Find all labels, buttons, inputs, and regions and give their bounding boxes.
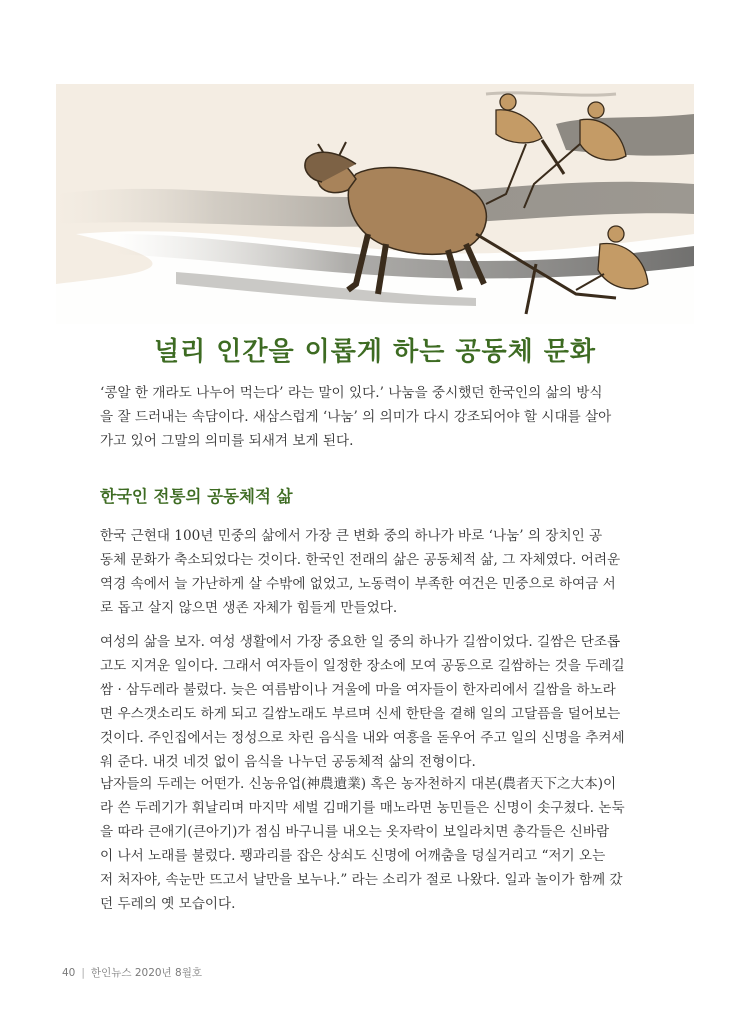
body-line: 라 쓴 두레기가 휘날리며 마지막 세벌 김매기를 매노라면 농민들은 신명이 솟구쳤다. 논둑 [100, 800, 625, 816]
footer-separator: | [81, 967, 85, 979]
body-paragraph-1 [100, 524, 652, 620]
body-line: 던 두레의 옛 모습이다. [100, 896, 236, 912]
page-footer [62, 965, 202, 980]
body-line: 저 처자야, 속눈만 뜨고서 날만을 보누나.” 라는 소리가 절로 나왔다. 일과 놀이가 함께 갔 [100, 872, 623, 888]
intro-line: ‘콩알 한 개라도 나누어 먹는다’ 라는 말이 있다.’ 나눔을 중시했던 한국인의 삶의 방식 [100, 385, 603, 401]
publication-name: 한인뉴스 2020년 8월호 [90, 967, 202, 979]
body-line: 고도 지겨운 일이다. 그래서 여자들이 일정한 장소에 모여 공동으로 길쌈하는 것을 두레길 [100, 658, 625, 674]
article-title: 널리 인간을 이롭게 하는 공동체 문화 [154, 337, 596, 367]
body-line: 남자들의 두레는 어떤가. 신농유업(神農遺業) 혹은 농자천하지 대본(農者天下之大本)이 [100, 776, 617, 792]
hero-illustration [56, 84, 694, 324]
body-line: 쌈 · 삼두레라 불렀다. 늦은 여름밤이나 겨울에 마을 여자들이 한자리에서 길쌈을 하노라 [100, 682, 616, 698]
body-line: 워 준다. 내것 네것 없이 음식을 나누던 공동체적 삶의 전형이다. [100, 754, 476, 770]
intro-line: 가고 있어 그말의 의미를 되새겨 보게 된다. [100, 433, 354, 449]
body-line: 이 나서 노래를 불렀다. 꽹과리를 잡은 상쇠도 신명에 어깨춤을 덩실거리고 “저기 오는 [100, 848, 606, 864]
body-line: 동체 문화가 축소되었다는 것이다. 한국인 전래의 삶은 공동체적 삶, 그 자체였다. 어려운 [100, 552, 621, 568]
body-line: 것이다. 주인집에서는 정성으로 차린 음식을 내와 여흥을 돋우어 주고 일의 신명을 추켜세 [100, 730, 625, 746]
intro-line: 을 잘 드러내는 속담이다. 새삼스럽게 ‘나눔’ 의 의미가 다시 강조되어야 할 시대를 살아 [100, 409, 612, 425]
body-paragraph-3 [100, 772, 652, 916]
body-line: 역경 속에서 늘 가난하게 살 수밖에 없었고, 노동력이 부족한 여건은 민중으로 하여금 서 [100, 576, 616, 592]
body-line: 여성의 삶을 보자. 여성 생활에서 가장 중요한 일 중의 하나가 길쌈이었다. 길쌈은 단조롭 [100, 634, 621, 650]
body-line: 한국 근현대 100년 민중의 삶에서 가장 큰 변화 중의 하나가 바로 ‘나눔’ 의 장치인 공 [100, 528, 603, 544]
section-heading: 한국인 전통의 공동체적 삶 [100, 487, 293, 506]
body-line: 면 우스갯소리도 하게 되고 길쌈노래도 부르며 신세 한탄을 곁해 일의 고달픔을 덜어보는 [100, 706, 621, 722]
page-number: 40 [62, 967, 76, 979]
farming-painting [56, 84, 694, 324]
body-line: 로 돕고 살지 않으면 생존 자체가 힘들게 만들었다. [100, 600, 398, 616]
body-line: 을 따라 큰애기(큰아기)가 점심 바구니를 내오는 옷자락이 보일라치면 총각들은 신바람 [100, 824, 610, 840]
body-paragraph-2 [100, 630, 652, 774]
intro-paragraph [100, 381, 652, 453]
